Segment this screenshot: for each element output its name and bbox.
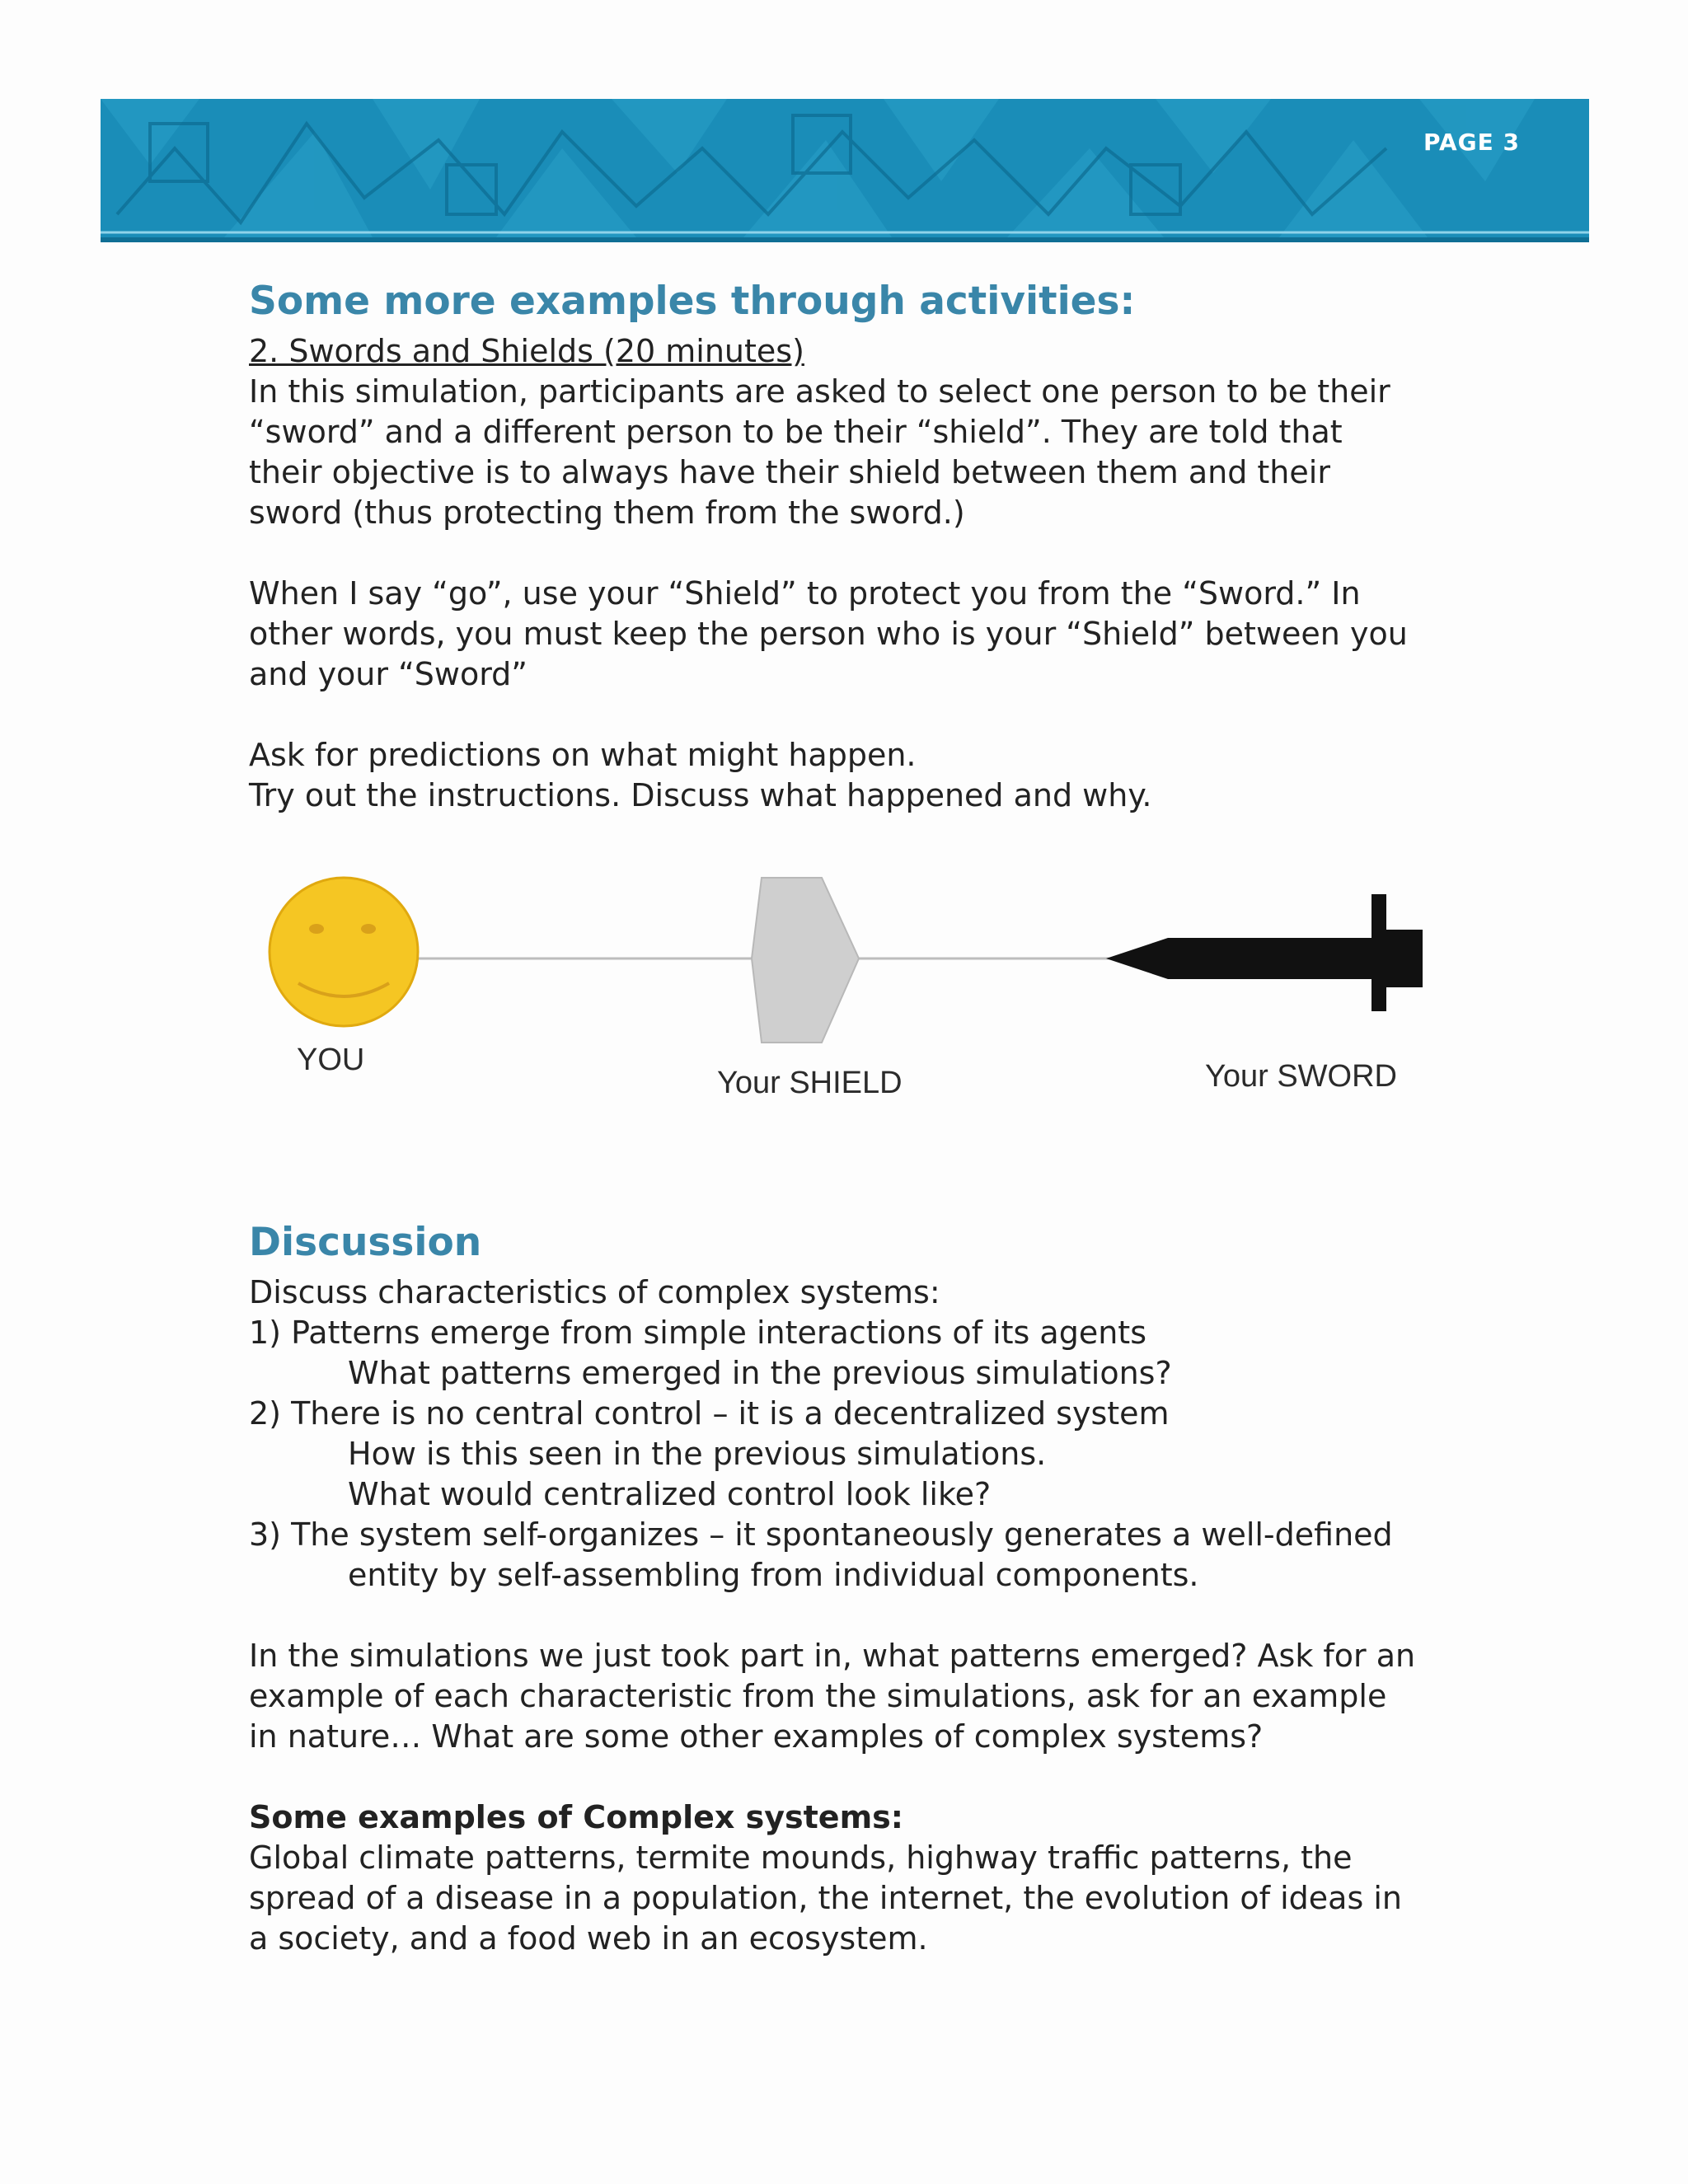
section-activities [249,272,1444,816]
discussion-line: In the simulations we just took part in, what patterns emerged? Ask for an [249,1638,1416,1674]
discussion-line: example of each characteristic from the simulations, ask for an example [249,1678,1387,1714]
discussion-title: Discussion [249,1220,482,1265]
banner-pattern [101,99,1589,237]
paragraph-line: In this simulation, participants are asked to select one person to be their [249,373,1390,410]
spacer [249,1596,1485,1636]
discussion-line: entity by self-assembling from individual components. [348,1557,1199,1593]
paragraph-line: When I say “go”, use your “Shield” to protect you from the “Sword.” In [249,575,1361,612]
discussion-line: in nature… What are some other examples of complex systems? [249,1718,1264,1755]
spacer [249,1757,1485,1797]
swords-shields-figure [249,861,1444,1117]
discussion-line: 3) The system self-organizes – it spontaneously generates a well-defined [249,1516,1393,1553]
paragraph-line: Ask for predictions on what might happen. [249,737,917,773]
section-discussion [249,1213,1485,1959]
header-banner [101,99,1589,242]
paragraph-line: sword (thus protecting them from the sword.) [249,494,965,531]
label-shield: Your SHIELD [717,1066,903,1100]
discussion-line: What patterns emerged in the previous simulations? [348,1355,1172,1391]
paragraph-line: and your “Sword” [249,656,528,692]
discussion-line: a society, and a food web in an ecosystem. [249,1920,928,1957]
spacer [249,695,1444,735]
discussion-line: How is this seen in the previous simulations. [348,1436,1047,1472]
page-number: PAGE 3 [1423,129,1520,156]
paragraph-line: “sword” and a different person to be their “shield”. They are told that [249,414,1343,450]
paragraph-line: Try out the instructions. Discuss what happened and why. [249,777,1152,813]
examples-heading: Some examples of Complex systems: [249,1799,903,1835]
discussion-line: Global climate patterns, termite mounds, highway traffic patterns, the [249,1840,1353,1876]
paragraph-line: other words, you must keep the person who is your “Shield” between you [249,616,1408,652]
section-title: Some more examples through activities: [249,279,1136,324]
spacer [249,533,1444,574]
paragraph-line: their objective is to always have their shield between them and their [249,454,1330,490]
discussion-line: 1) Patterns emerge from simple interactions of its agents [249,1315,1146,1351]
shield-icon [752,878,859,1043]
label-sword: Your SWORD [1205,1059,1397,1094]
discussion-line: spread of a disease in a population, the internet, the evolution of ideas in [249,1880,1402,1916]
label-you: YOU [297,1043,365,1077]
activity-subtitle: 2. Swords and Shields (20 minutes) [249,333,804,369]
discussion-line: Discuss characteristics of complex systems: [249,1274,940,1310]
sword-icon [1106,894,1423,1011]
smiley-face-icon [270,878,418,1026]
discussion-line: What would centralized control look like? [348,1476,992,1512]
discussion-line: 2) There is no central control – it is a decentralized system [249,1395,1170,1432]
